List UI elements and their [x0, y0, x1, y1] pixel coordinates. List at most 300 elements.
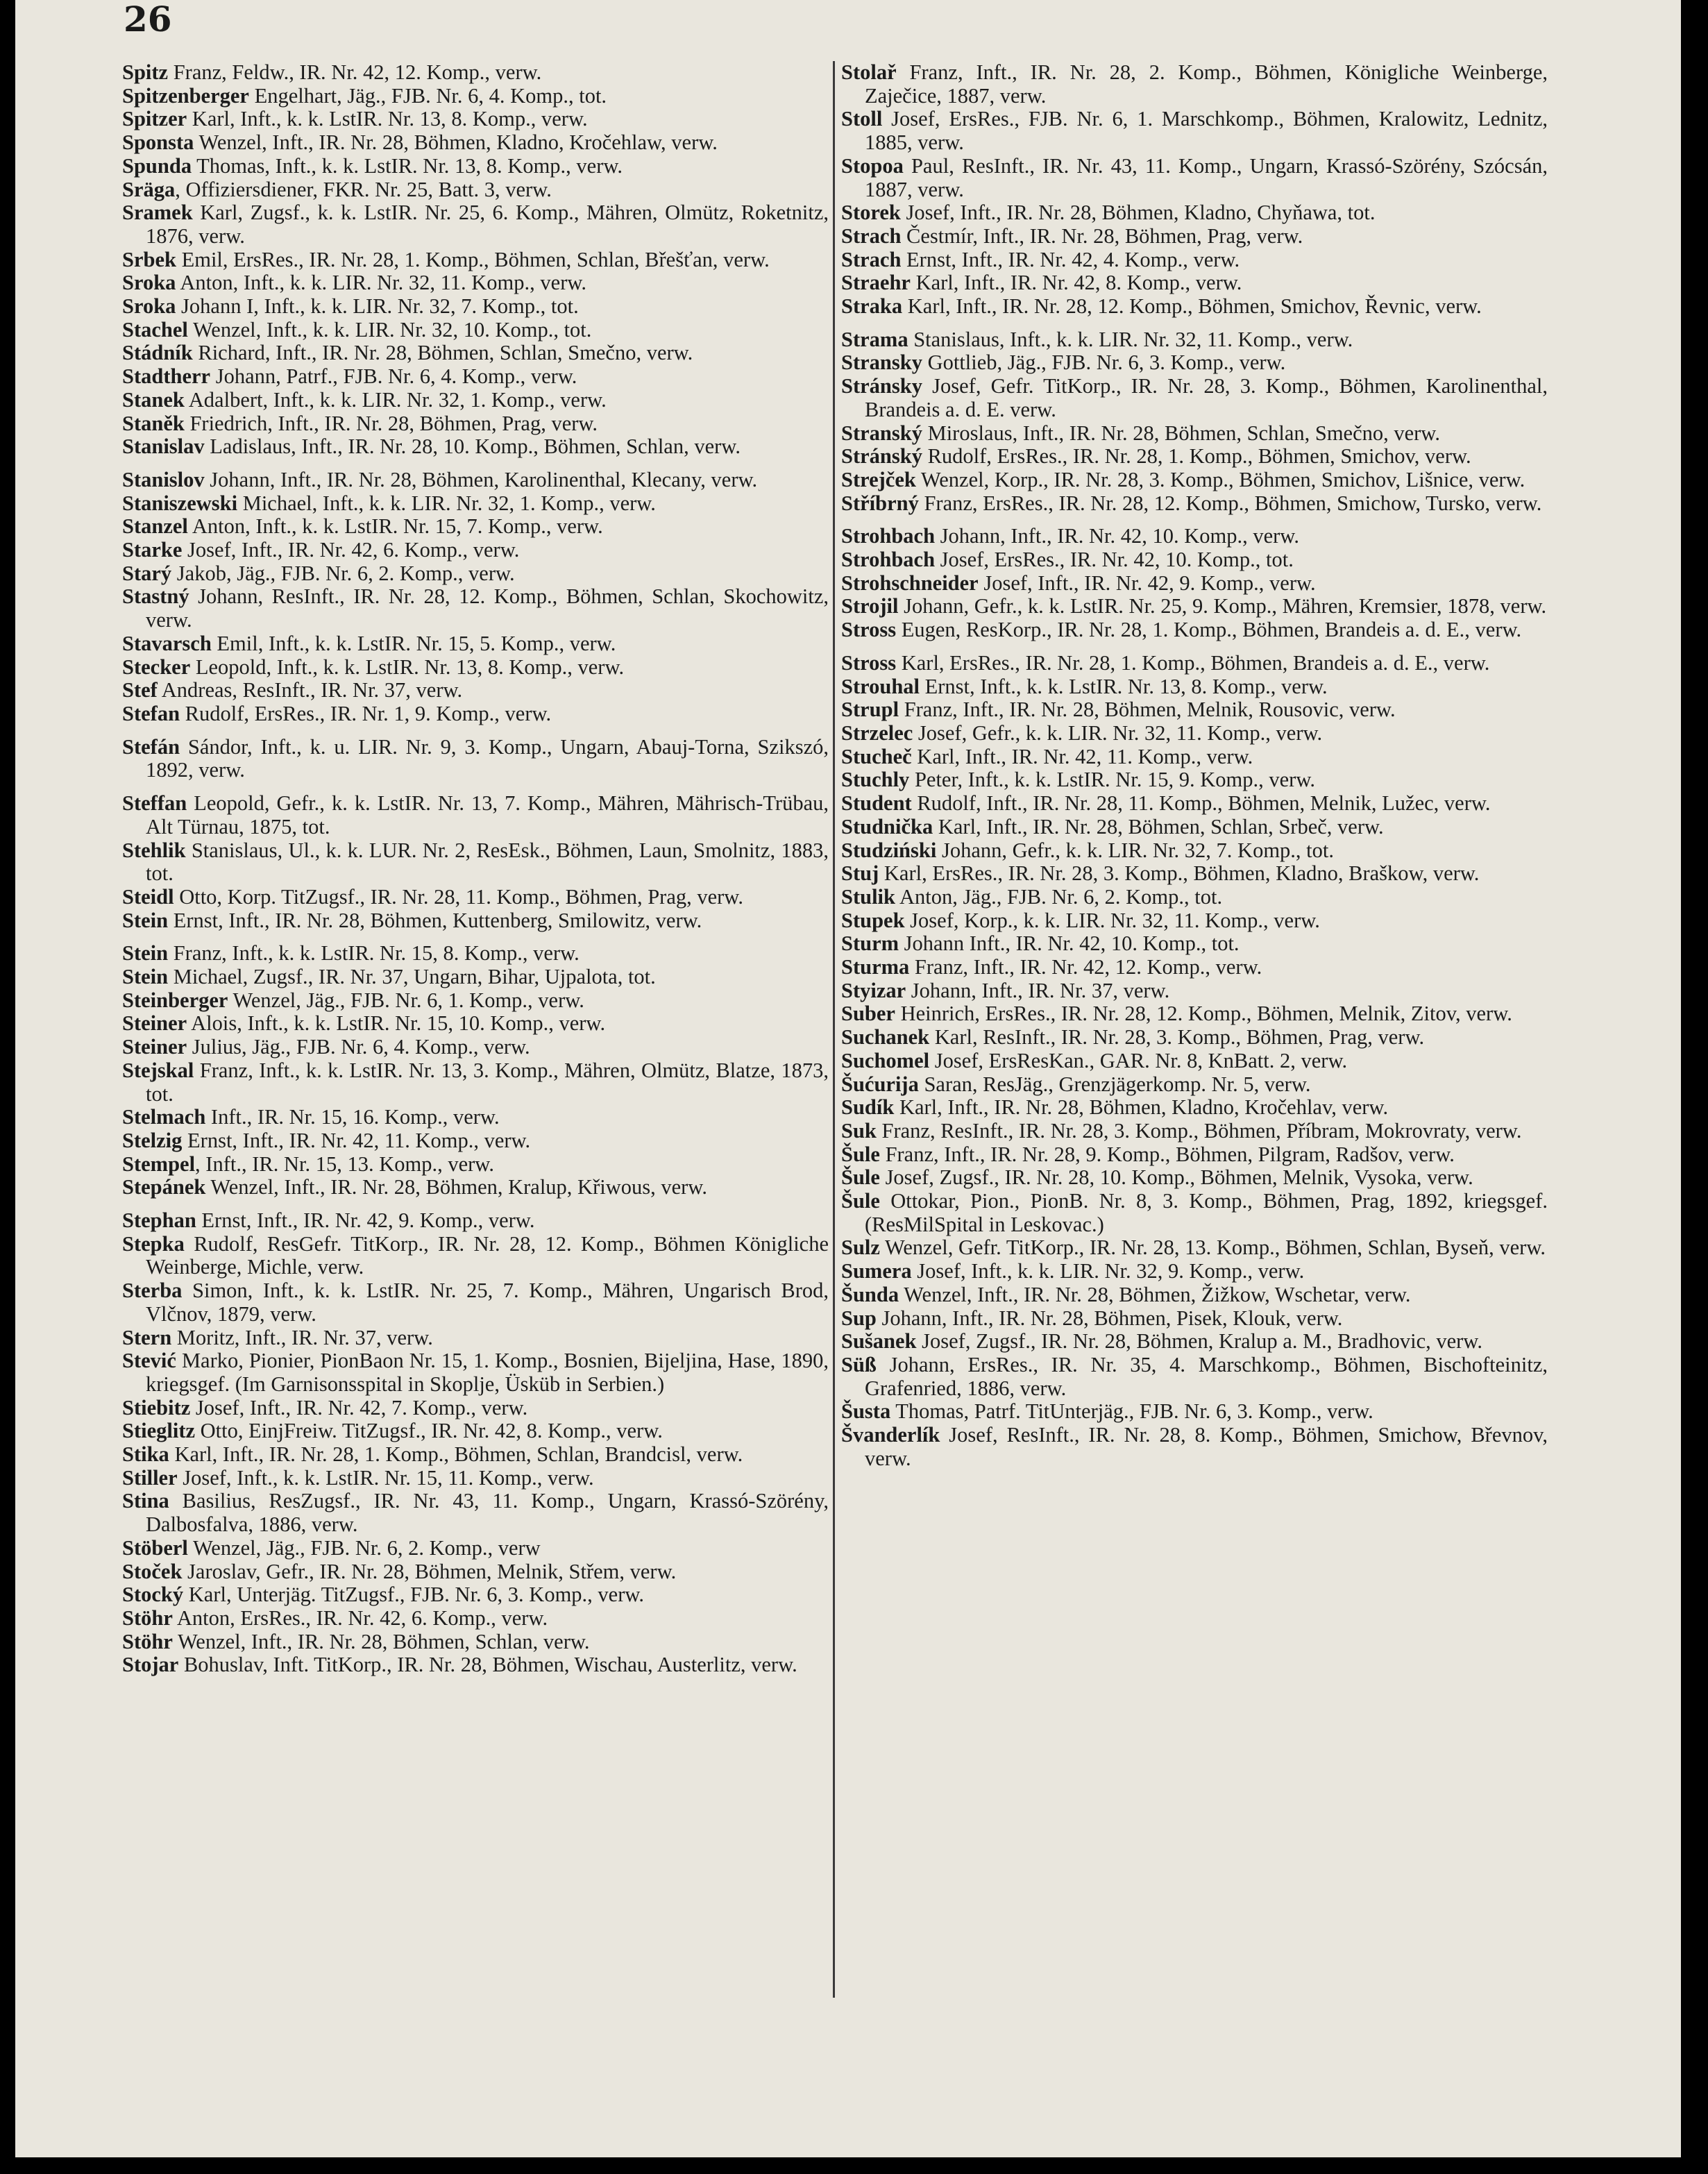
- entry-surname: Šusta: [841, 1399, 891, 1424]
- entry-details: Anton, ErsRes., IR. Nr. 42, 6. Komp., verw.: [172, 1606, 548, 1630]
- entry-surname: Sudík: [841, 1095, 895, 1120]
- register-entry: [841, 1120, 1548, 1143]
- register-entry: [841, 932, 1548, 956]
- register-entry: [122, 736, 829, 782]
- entry-surname: Srbek: [122, 247, 176, 271]
- entry-details: Michael, Zugsf., IR. Nr. 37, Ungarn, Bihar, Ujpalota, tot.: [168, 965, 656, 989]
- register-entry: [841, 1283, 1548, 1307]
- entry-details: Richard, Inft., IR. Nr. 28, Böhmen, Schlan, Smečno, verw.: [192, 341, 693, 365]
- entry-surname: Stolař: [841, 60, 897, 84]
- entry-details: Stanislaus, Ul., k. k. LUR. Nr. 2, ResEsk., Böhmen, Laun, Smolnitz, 1883, tot.: [146, 838, 829, 886]
- register-entry: [122, 85, 829, 108]
- entry-details: Alois, Inft., k. k. LstIR. Nr. 15, 10. Komp., verw.: [187, 1011, 606, 1036]
- register-entry: [122, 155, 829, 178]
- register-entry: [841, 1260, 1548, 1283]
- entry-details: Franz, Inft., k. k. LstIR. Nr. 13, 3. Komp., Mähren, Olmütz, Blatze, 1873, tot.: [146, 1058, 829, 1106]
- entry-details: Rudolf, ErsRes., IR. Nr. 28, 1. Komp., Böhmen, Smichov, verw.: [922, 444, 1471, 469]
- entry-surname: Sponsta: [122, 130, 194, 155]
- entry-surname: Stempel: [122, 1152, 196, 1176]
- entry-surname: Sroka: [122, 294, 176, 319]
- register-entry: [841, 595, 1548, 618]
- entry-details: Johann, ResInft., IR. Nr. 28, 12. Komp., Böhmen, Schlan, Skochowitz, verw.: [146, 584, 829, 632]
- entry-details: Josef, Inft., IR. Nr. 42, 9. Komp., verw.: [978, 571, 1316, 595]
- register-entry: [841, 469, 1548, 492]
- register-entry: [122, 1279, 829, 1326]
- register-entry: [841, 839, 1548, 863]
- register-entry: [122, 886, 829, 909]
- entry-details: Otto, Korp. TitZugsf., IR. Nr. 28, 11. Komp., Böhmen, Prag, verw.: [174, 884, 743, 909]
- entry-details: Wenzel, Inft., IR. Nr. 28, Böhmen, Schlan, verw.: [172, 1629, 590, 1653]
- entry-details: Marko, Pionier, PionBaon Nr. 15, 1. Komp., Bosnien, Bijeljina, Hase, 1890, kriegsgef. (Im Garnisonsspital in Skoplje, Üsküb in Serbien.): [146, 1349, 829, 1396]
- register-entry: [841, 1190, 1548, 1236]
- entry-details: Josef, Gefr., k. k. LIR. Nr. 32, 11. Komp., verw.: [913, 721, 1323, 745]
- register-entry: [841, 108, 1548, 154]
- register-entry: [122, 539, 829, 562]
- entry-surname: Strouhal: [841, 674, 920, 698]
- register-entry: [841, 1026, 1548, 1050]
- entry-details: Michael, Inft., k. k. LIR. Nr. 32, 1. Komp., verw.: [237, 491, 656, 515]
- entry-details: Karl, ErsRes., IR. Nr. 28, 1. Komp., Böhmen, Brandeis a. d. E., verw.: [896, 650, 1490, 675]
- entry-surname: Staněk: [122, 411, 185, 435]
- register-entry: [841, 1002, 1548, 1026]
- entry-details: Karl, Inft., IR. Nr. 28, 1. Komp., Böhmen, Schlan, Brandcisl, verw.: [169, 1442, 743, 1467]
- entry-details: Johann I, Inft., k. k. LIR. Nr. 32, 7. Komp., tot.: [176, 294, 579, 319]
- entry-surname: Stupek: [841, 908, 905, 932]
- entry-details: Johann, Gefr., k. k. LstIR. Nr. 25, 9. Komp., Mähren, Kremsier, 1878, verw.: [898, 594, 1547, 618]
- entry-surname: Stehlik: [122, 838, 186, 862]
- entry-surname: Stádník: [122, 341, 193, 365]
- entry-surname: Sulz: [841, 1236, 880, 1260]
- entry-surname: Styizar: [841, 978, 906, 1002]
- entry-details: Emil, Inft., k. k. LstIR. Nr. 15, 5. Komp., verw.: [211, 631, 616, 655]
- entry-details: Heinrich, ErsRes., IR. Nr. 28, 12. Komp., Böhmen, Melnik, Zitov, verw.: [895, 1002, 1512, 1026]
- entry-details: Anton, Jäg., FJB. Nr. 6, 2. Komp., tot.: [895, 884, 1223, 909]
- register-entry: [122, 1537, 829, 1560]
- entry-details: Franz, ResInft., IR. Nr. 28, 3. Komp., Böhmen, Příbram, Mokrovraty, verw.: [876, 1118, 1522, 1143]
- entry-surname: Sroka: [122, 271, 176, 295]
- entry-details: Simon, Inft., k. k. LstIR. Nr. 25, 7. Komp., Mähren, Ungarisch Brod, Vlčnov, 1879, verw.: [146, 1279, 829, 1326]
- register-entry: [122, 1467, 829, 1490]
- entry-details: Franz, Feldw., IR. Nr. 42, 12. Komp., verw.: [168, 60, 542, 84]
- entry-details: Ernst, Inft., k. k. LstIR. Nr. 13, 8. Komp., verw.: [920, 674, 1328, 698]
- entry-details: Josef, ErsRes., IR. Nr. 42, 10. Komp., tot.: [935, 548, 1294, 572]
- entry-surname: Stanislav: [122, 435, 205, 459]
- entry-details: Karl, Inft., IR. Nr. 28, Böhmen, Schlan, Srbeč, verw.: [933, 814, 1384, 839]
- entry-surname: Sramek: [122, 201, 193, 225]
- register-entry: [122, 271, 829, 295]
- register-entry: [841, 956, 1548, 979]
- entry-surname: Stephan: [122, 1208, 196, 1233]
- register-entry: [122, 1607, 829, 1630]
- register-entry: [841, 422, 1548, 446]
- entry-surname: Studziński: [841, 838, 937, 862]
- entry-details: Miroslaus, Inft., IR. Nr. 28, Böhmen, Schlan, Smečno, verw.: [922, 421, 1440, 445]
- register-entry: [122, 492, 829, 516]
- entry-surname: Stef: [122, 678, 158, 702]
- entry-surname: Suber: [841, 1002, 895, 1026]
- entry-surname: Straehr: [841, 271, 911, 295]
- register-entry: [841, 768, 1548, 792]
- entry-details: Wenzel, Inft., IR. Nr. 28, Böhmen, Kralup, Křiwous, verw.: [205, 1175, 707, 1199]
- entry-surname: Strojil: [841, 594, 899, 618]
- register-entry: [841, 1073, 1548, 1097]
- right-column: [841, 61, 1548, 1470]
- entry-details: Stanislaus, Inft., k. k. LIR. Nr. 32, 11. Komp., verw.: [908, 327, 1353, 351]
- entry-details: Johann, Patrf., FJB. Nr. 6, 4. Komp., verw.: [210, 364, 577, 389]
- entry-surname: Stavarsch: [122, 631, 212, 655]
- entry-surname: Stecker: [122, 655, 191, 679]
- entry-details: Josef, Korp., k. k. LIR. Nr. 32, 11. Komp., verw.: [904, 908, 1320, 932]
- entry-details: Jaroslav, Gefr., IR. Nr. 28, Böhmen, Melnik, Střem, verw.: [182, 1559, 677, 1583]
- register-entry: [841, 909, 1548, 933]
- register-entry: [841, 745, 1548, 769]
- left-column: [122, 61, 829, 1677]
- entry-surname: Šule: [841, 1165, 880, 1190]
- entry-surname: Stiller: [122, 1465, 178, 1490]
- entry-details: Karl, Inft., k. k. LstIR. Nr. 13, 8. Komp., verw.: [187, 107, 588, 131]
- register-entry: [122, 585, 829, 632]
- entry-details: Jakob, Jäg., FJB. Nr. 6, 2. Komp., verw.: [171, 561, 515, 585]
- register-entry: [841, 328, 1548, 352]
- entry-details: Karl, Unterjäg. TitZugsf., FJB. Nr. 6, 3. Komp., verw.: [183, 1583, 645, 1607]
- entry-details: Andreas, ResInft., IR. Nr. 37, verw.: [157, 678, 463, 702]
- entry-surname: Spitzenberger: [122, 83, 249, 108]
- register-entry: [122, 201, 829, 248]
- register-entry: [841, 61, 1548, 108]
- entry-details: Čestmír, Inft., IR. Nr. 28, Böhmen, Prag, verw.: [901, 224, 1303, 248]
- entry-surname: Strach: [841, 224, 902, 248]
- entry-details: Wenzel, Gefr. TitKorp., IR. Nr. 28, 13. Komp., Böhmen, Schlan, Byseň, verw.: [879, 1236, 1546, 1260]
- register-entry: [841, 351, 1548, 375]
- register-entry: [122, 131, 829, 155]
- entry-details: Paul, ResInft., IR. Nr. 43, 11. Komp., Ungarn, Krassó-Szörény, Szócsán, 1887, verw.: [865, 153, 1548, 201]
- entry-details: Josef, Inft., IR. Nr. 28, Böhmen, Kladno, Chyňawa, tot.: [900, 201, 1376, 225]
- register-entry: [841, 375, 1548, 421]
- entry-surname: Šule: [841, 1189, 880, 1213]
- entry-surname: Stucheč: [841, 744, 912, 768]
- entry-details: Otto, EinjFreiw. TitZugsf., IR. Nr. 42, 8. Komp., verw.: [195, 1419, 663, 1443]
- entry-details: Inft., IR. Nr. 15, 16. Komp., verw.: [205, 1105, 500, 1129]
- register-entry: [841, 1236, 1548, 1260]
- entry-surname: Starý: [122, 561, 172, 585]
- entry-details: Eugen, ResKorp., IR. Nr. 28, 1. Komp., Böhmen, Brandeis a. d. E., verw.: [896, 618, 1522, 642]
- register-entry: [122, 1326, 829, 1350]
- register-entry: [841, 248, 1548, 272]
- entry-details: Friedrich, Inft., IR. Nr. 28, Böhmen, Prag, verw.: [184, 411, 598, 435]
- register-entry: [841, 1050, 1548, 1073]
- entry-details: Karl, Zugsf., k. k. LstIR. Nr. 25, 6. Komp., Mähren, Olmütz, Roketnitz, 1876, verw.: [146, 201, 829, 248]
- entry-surname: Strupl: [841, 698, 899, 722]
- register-entry: [122, 1630, 829, 1654]
- register-entry: [841, 618, 1548, 642]
- entry-surname: Stelzig: [122, 1128, 183, 1152]
- entry-details: Wenzel, Korp., IR. Nr. 28, 3. Komp., Böhmen, Smichov, Lišnice, verw.: [915, 467, 1525, 491]
- entry-details: Ernst, Inft., IR. Nr. 28, Böhmen, Kuttenberg, Smilowitz, verw.: [168, 908, 702, 932]
- register-entry: [841, 225, 1548, 248]
- entry-surname: Stross: [841, 650, 897, 675]
- register-entry: [122, 562, 829, 586]
- entry-details: Ladislaus, Inft., IR. Nr. 28, 10. Komp., Böhmen, Schlan, verw.: [204, 435, 741, 459]
- register-entry: [122, 365, 829, 389]
- entry-surname: Stević: [122, 1349, 176, 1373]
- entry-surname: Strohschneider: [841, 571, 979, 595]
- entry-details: Ernst, Inft., IR. Nr. 42, 11. Komp., verw.: [182, 1128, 531, 1152]
- entry-surname: Stuchly: [841, 768, 910, 792]
- entry-surname: Steinberger: [122, 988, 228, 1012]
- entry-surname: Stoček: [122, 1559, 183, 1583]
- entry-details: Wenzel, Inft., IR. Nr. 28, Böhmen, Žižkow, Wschetar, verw.: [899, 1282, 1411, 1306]
- entry-surname: Švanderlík: [841, 1423, 940, 1447]
- register-entry: [841, 816, 1548, 839]
- entry-surname: Stiebitz: [122, 1395, 191, 1419]
- register-entry: [841, 1143, 1548, 1167]
- entry-surname: Šunda: [841, 1282, 899, 1306]
- entry-details: Karl, Inft., IR. Nr. 42, 8. Komp., verw.: [910, 271, 1242, 295]
- register-entry: [122, 412, 829, 436]
- entry-details: Rudolf, ErsRes., IR. Nr. 1, 9. Komp., verw.: [180, 701, 552, 725]
- register-entry: [841, 155, 1548, 201]
- entry-surname: Stina: [122, 1489, 169, 1513]
- register-entry: [122, 1419, 829, 1443]
- register-entry: [841, 862, 1548, 886]
- register-entry: [841, 792, 1548, 816]
- entry-details: Thomas, Patrf. TitUnterjäg., FJB. Nr. 6, 3. Komp., verw.: [890, 1399, 1373, 1424]
- entry-details: Gottlieb, Jäg., FJB. Nr. 6, 3. Komp., verw.: [922, 351, 1286, 375]
- entry-details: Josef, Inft., IR. Nr. 42, 7. Komp., verw.: [190, 1395, 528, 1419]
- entry-details: Thomas, Inft., k. k. LstIR. Nr. 13, 8. Komp., verw.: [192, 153, 623, 178]
- entry-surname: Student: [841, 791, 912, 816]
- entry-surname: Sušanek: [841, 1329, 917, 1354]
- entry-details: Johann, Gefr., k. k. LIR. Nr. 32, 7. Komp., tot.: [936, 838, 1335, 862]
- entry-details: Johann, Inft., IR. Nr. 28, Böhmen, Karolinenthal, Klecany, verw.: [204, 467, 758, 491]
- entry-surname: Stein: [122, 941, 169, 966]
- entry-surname: Strach: [841, 247, 902, 271]
- entry-details: Basilius, ResZugsf., IR. Nr. 43, 11. Komp., Ungarn, Krassó-Szörény, Dalbosfalva, 1886, verw.: [146, 1489, 829, 1537]
- entry-surname: Strama: [841, 327, 908, 351]
- entry-surname: Suchomel: [841, 1048, 930, 1072]
- register-entry: [841, 445, 1548, 469]
- register-entry: [122, 1209, 829, 1233]
- register-entry: [122, 469, 829, 492]
- entry-surname: Stuj: [841, 861, 879, 886]
- entry-surname: Steidl: [122, 884, 174, 909]
- entry-surname: Stepka: [122, 1231, 185, 1256]
- entry-details: Franz, Inft., IR. Nr. 28, 2. Komp., Böhmen, Königliche Weinberge, Zaječice, 1887, verw.: [865, 60, 1548, 108]
- entry-surname: Stanzel: [122, 514, 188, 539]
- entry-details: , Offiziersdiener, FKR. Nr. 25, Batt. 3, verw.: [175, 177, 552, 201]
- entry-details: Josef, Inft., k. k. LstIR. Nr. 15, 11. Komp., verw.: [177, 1465, 594, 1490]
- entry-surname: Šućurija: [841, 1072, 919, 1096]
- entry-details: Leopold, Gefr., k. k. LstIR. Nr. 13, 7. Komp., Mähren, Mährisch-Trübau, Alt Türnau, 1875, tot.: [146, 791, 829, 839]
- entry-details: Johann, Inft., IR. Nr. 28, Böhmen, Pisek, Klouk, verw.: [876, 1306, 1343, 1330]
- register-entry: [122, 1153, 829, 1177]
- entry-surname: Stein: [122, 965, 169, 989]
- register-entry: [841, 979, 1548, 1003]
- entry-surname: Strejček: [841, 467, 916, 491]
- register-entry: [122, 1059, 829, 1106]
- register-entry: [122, 942, 829, 966]
- register-entry: [122, 1653, 829, 1677]
- register-entry: [841, 886, 1548, 909]
- entry-surname: Steiner: [122, 1035, 187, 1059]
- register-entry: [122, 989, 829, 1013]
- entry-surname: Stachel: [122, 317, 188, 342]
- entry-surname: Stříbrný: [841, 491, 919, 515]
- entry-surname: Stejskal: [122, 1058, 194, 1082]
- register-entry: [841, 525, 1548, 548]
- entry-details: Josef, Gefr. TitKorp., IR. Nr. 28, 3. Komp., Böhmen, Karolinenthal, Brandeis a. d. E. verw.: [865, 374, 1548, 421]
- entry-surname: Spunda: [122, 153, 192, 178]
- entry-details: Julius, Jäg., FJB. Nr. 6, 4. Komp., verw.: [187, 1035, 530, 1059]
- register-entry: [122, 1397, 829, 1420]
- register-entry: [122, 966, 829, 989]
- entry-details: Wenzel, Jäg., FJB. Nr. 6, 2. Komp., verw: [187, 1535, 541, 1560]
- register-entry: [841, 722, 1548, 745]
- register-entry: [122, 1129, 829, 1153]
- entry-surname: Strohbach: [841, 524, 936, 548]
- entry-details: Karl, Inft., IR. Nr. 28, 12. Komp., Böhmen, Smichov, Řevnic, verw.: [902, 294, 1482, 319]
- entry-details: Rudolf, Inft., IR. Nr. 28, 11. Komp., Böhmen, Melnik, Lužec, verw.: [911, 791, 1491, 816]
- entry-details: Sándor, Inft., k. u. LIR. Nr. 9, 3. Komp., Ungarn, Abauj-Torna, Szikszó, 1892, verw.: [146, 734, 829, 782]
- entry-details: Karl, Inft., IR. Nr. 28, Böhmen, Kladno, Kročehlav, verw.: [894, 1095, 1389, 1120]
- entry-details: Johann, Inft., IR. Nr. 37, verw.: [906, 978, 1170, 1002]
- register-entry: [122, 295, 829, 319]
- entry-details: Adalbert, Inft., k. k. LIR. Nr. 32, 1. Komp., verw.: [184, 387, 607, 412]
- register-entry: [841, 295, 1548, 319]
- register-entry: [841, 572, 1548, 596]
- entry-details: Franz, ErsRes., IR. Nr. 28, 12. Komp., Böhmen, Smichow, Tursko, verw.: [918, 491, 1542, 515]
- entry-details: Ernst, Inft., IR. Nr. 42, 4. Komp., verw.: [901, 247, 1240, 271]
- entry-details: Engelhart, Jäg., FJB. Nr. 6, 4. Komp., tot.: [248, 83, 607, 108]
- register-entry: [122, 1036, 829, 1059]
- entry-details: Rudolf, ResGefr. TitKorp., IR. Nr. 28, 12. Komp., Böhmen Königliche Weinberge, Michle, verw.: [146, 1231, 829, 1279]
- register-entry: [122, 108, 829, 131]
- register-entry: [122, 515, 829, 539]
- entry-surname: Šule: [841, 1142, 880, 1166]
- entry-surname: Staniszewski: [122, 491, 238, 515]
- entry-details: Josef, Inft., IR. Nr. 42, 6. Komp., verw.: [182, 538, 520, 562]
- entry-surname: Strzelec: [841, 721, 913, 745]
- entry-details: Franz, Inft., IR. Nr. 42, 12. Komp., verw.: [909, 955, 1262, 979]
- entry-surname: Stranský: [841, 421, 922, 445]
- register-entry: [841, 271, 1548, 295]
- register-entry: [122, 435, 829, 459]
- entry-surname: Stulik: [841, 884, 895, 909]
- entry-details: Bohuslav, Inft. TitKorp., IR. Nr. 28, Böhmen, Wischau, Austerlitz, verw.: [178, 1653, 797, 1677]
- entry-surname: Stöhr: [122, 1629, 173, 1653]
- register-entry: [122, 632, 829, 656]
- register-entry: [841, 698, 1548, 722]
- register-entry: [122, 248, 829, 272]
- entry-surname: Stocký: [122, 1583, 184, 1607]
- register-entry: [122, 61, 829, 85]
- entry-details: Wenzel, Inft., IR. Nr. 28, Böhmen, Kladno, Kročehlaw, verw.: [194, 130, 718, 155]
- register-entry: [841, 492, 1548, 516]
- register-entry: [841, 201, 1548, 225]
- entry-surname: Sumera: [841, 1259, 912, 1283]
- register-entry: [122, 702, 829, 726]
- entry-surname: Stránsky: [841, 374, 922, 398]
- register-entry: [122, 1176, 829, 1199]
- entry-surname: Steffan: [122, 791, 187, 816]
- entry-details: Franz, Inft., IR. Nr. 28, 9. Komp., Böhmen, Pilgram, Radšov, verw.: [879, 1142, 1455, 1166]
- entry-surname: Starke: [122, 538, 183, 562]
- register-entry: [122, 1490, 829, 1536]
- register-entry: [122, 1233, 829, 1279]
- entry-surname: Steiner: [122, 1011, 187, 1036]
- entry-details: Karl, ErsRes., IR. Nr. 28, 3. Komp., Böhmen, Kladno, Braškow, verw.: [879, 861, 1480, 886]
- entry-details: Josef, ResInft., IR. Nr. 28, 8. Komp., Böhmen, Smichow, Břevnov, verw.: [865, 1423, 1548, 1470]
- entry-surname: Sturm: [841, 932, 899, 956]
- entry-surname: Studnička: [841, 814, 933, 839]
- entry-surname: Sterba: [122, 1279, 183, 1303]
- entry-details: Emil, ErsRes., IR. Nr. 28, 1. Komp., Böhmen, Schlan, Břešťan, verw.: [176, 247, 770, 271]
- entry-surname: Stein: [122, 908, 169, 932]
- entry-details: Ottokar, Pion., PionB. Nr. 8, 3. Komp., Böhmen, Prag, 1892, kriegsgef. (ResMilSpital in Leskovac.): [865, 1189, 1548, 1236]
- register-entry: [122, 792, 829, 839]
- register-entry: [841, 1330, 1548, 1354]
- register-entry: [841, 1307, 1548, 1331]
- entry-surname: Stránský: [841, 444, 922, 469]
- entry-details: Karl, Inft., IR. Nr. 42, 11. Komp., verw.: [911, 744, 1253, 768]
- entry-details: Josef, Zugsf., IR. Nr. 28, Böhmen, Kralup a. M., Bradhovic, verw.: [916, 1329, 1482, 1354]
- entry-surname: Suchanek: [841, 1025, 930, 1050]
- entry-surname: Suk: [841, 1118, 877, 1143]
- entry-surname: Stern: [122, 1325, 172, 1349]
- register-entry: [841, 1424, 1548, 1470]
- entry-details: Wenzel, Jäg., FJB. Nr. 6, 1. Komp., verw.: [228, 988, 584, 1012]
- entry-surname: Stoll: [841, 107, 883, 131]
- entry-surname: Spitzer: [122, 107, 187, 131]
- entry-details: Leopold, Inft., k. k. LstIR. Nr. 13, 8. Komp., verw.: [190, 655, 625, 679]
- register-entry: [122, 389, 829, 412]
- register-entry: [841, 675, 1548, 699]
- entry-surname: Stransky: [841, 351, 922, 375]
- entry-surname: Spitz: [122, 60, 169, 84]
- register-entry: [122, 342, 829, 365]
- entry-surname: Stefán: [122, 734, 180, 759]
- entry-surname: Stieglitz: [122, 1419, 196, 1443]
- entry-details: Josef, ErsResKan., GAR. Nr. 8, KnBatt. 2, verw.: [929, 1048, 1348, 1072]
- entry-details: Wenzel, Inft., k. k. LIR. Nr. 32, 10. Komp., tot.: [187, 317, 592, 342]
- register-entry: [122, 1560, 829, 1584]
- entry-surname: Stopoa: [841, 153, 904, 178]
- entry-details: Josef, ErsRes., FJB. Nr. 6, 1. Marschkomp., Böhmen, Kralowitz, Lednitz, 1885, verw.: [865, 107, 1548, 155]
- entry-surname: Straka: [841, 294, 903, 319]
- entry-surname: Sturma: [841, 955, 910, 979]
- register-entry: [122, 1012, 829, 1036]
- entry-details: Anton, Inft., k. k. LstIR. Nr. 15, 7. Komp., verw.: [187, 514, 603, 539]
- entry-surname: Stöhr: [122, 1606, 173, 1630]
- register-entry: [122, 656, 829, 680]
- entry-details: Peter, Inft., k. k. LstIR. Nr. 15, 9. Komp., verw.: [909, 768, 1316, 792]
- register-entry: [122, 178, 829, 202]
- entry-surname: Stefan: [122, 701, 180, 725]
- entry-details: Anton, Inft., k. k. LIR. Nr. 32, 11. Komp., verw.: [176, 271, 587, 295]
- entry-surname: Stika: [122, 1442, 169, 1467]
- entry-surname: Sräga: [122, 177, 176, 201]
- page-number: 26: [124, 0, 172, 40]
- register-entry: [122, 1349, 829, 1396]
- entry-details: Franz, Inft., k. k. LstIR. Nr. 15, 8. Komp., verw.: [168, 941, 580, 966]
- entry-surname: Sup: [841, 1306, 877, 1330]
- register-entry: [122, 839, 829, 886]
- entry-surname: Stanek: [122, 387, 185, 412]
- entry-details: , Inft., IR. Nr. 15, 13. Komp., verw.: [195, 1152, 494, 1176]
- register-entry: [841, 652, 1548, 675]
- register-entry: [122, 1443, 829, 1467]
- register-entry: [122, 319, 829, 342]
